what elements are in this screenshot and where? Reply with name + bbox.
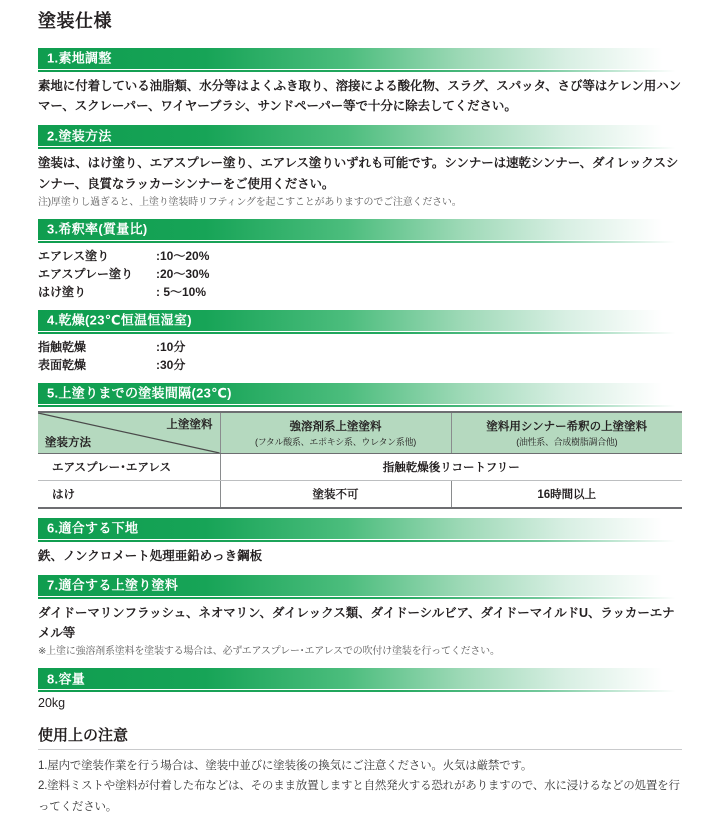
table-col-header-thinner [451, 412, 682, 454]
section-header-5-label: 5.上塗りまでの塗装間隔(23℃) [47, 385, 232, 401]
drying-row [38, 356, 682, 374]
drying-value: :30分 [156, 357, 186, 372]
section-header-6-label: 6.適合する下地 [47, 520, 139, 536]
precautions-divider [38, 749, 682, 750]
dilution-list [38, 247, 682, 301]
table-row [38, 453, 682, 480]
table-row [38, 480, 682, 508]
section-7-body: ダイドーマリンフラッシュ、ネオマリン、ダイレックス類、ダイドーシルビア、ダイドーマイルドU、ラッカーエナメル等 [38, 605, 675, 641]
table-header-row [38, 412, 682, 454]
col-header-main: 塗料用シンナー希釈の上塗塗料 [486, 420, 648, 433]
section-7-note: ※上塗に強溶剤系塗料を塗装する場合は、必ずエアスプレー･エアレスでの吹付け塗装を行ってください。 [38, 646, 500, 658]
col-header-sub: (油性系、合成樹脂調合他) [516, 436, 618, 447]
row-value-merged: 指触乾燥後リコートフリー [220, 453, 682, 480]
row-value-thinner: 16時間以上 [451, 480, 682, 508]
dilution-row [38, 283, 682, 301]
corner-bottom-label: 塗装方法 [45, 436, 91, 449]
section-header-4 [38, 310, 682, 331]
section-header-3-label: 3.希釈率(質量比) [47, 221, 148, 237]
section-2-body: 塗装は、はけ塗り、エアスプレー塗り、エアレス塗りいずれも可能です。シンナーは速乾シンナー、ダイレックスシンナー、良質なラッカーシンナーをご使用ください。 [38, 156, 679, 191]
section-header-3-rule [38, 241, 682, 243]
section-header-8 [38, 668, 682, 689]
table-col-header-strong-solvent [220, 412, 451, 454]
row-method: エアスプレー･エアレス [38, 453, 220, 480]
corner-top-label: 上塗塗料 [166, 418, 213, 431]
section-header-4-rule [38, 332, 682, 334]
section-header-1 [38, 48, 682, 69]
drying-list [38, 338, 682, 374]
section-header-1-label: 1.素地調整 [47, 50, 112, 66]
drying-term: 指触乾燥 [38, 339, 87, 354]
dilution-value: : 5～10% [156, 284, 207, 299]
section-header-7-label: 7.適合する上塗り塗料 [47, 577, 179, 593]
table-corner-cell [38, 412, 220, 454]
section-header-2-label: 2.塗装方法 [47, 128, 112, 144]
section-header-1-rule [38, 70, 682, 72]
precautions-title: 使用上の注意 [38, 727, 129, 745]
precaution-item: 2.塗料ミストや塗料が付着した布などは、そのまま放置しますと自然発火する恐れがありますので、水に浸けるなどの処置を行ってください。 [38, 780, 680, 813]
col-header-main: 強溶剤系上塗塗料 [289, 420, 382, 433]
dilution-term: エアレス塗り [38, 248, 110, 263]
drying-row [38, 338, 682, 356]
precaution-item: 1.屋内で塗装作業を行う場合は、塗装中並びに塗装後の換気にご注意ください。火気は厳禁です。 [38, 760, 533, 773]
drying-term: 表面乾燥 [38, 357, 87, 372]
section-6-body: 鉄、ノンクロメート処理亜鉛めっき鋼板 [38, 548, 263, 563]
section-header-8-label: 8.容量 [47, 671, 86, 687]
section-2-note: 注)厚塗りし過ぎると、上塗り塗装時リフティングを起こすことがありますのでご注意ください。 [38, 196, 462, 208]
section-header-4-label: 4.乾燥(23℃恒温恒湿室) [47, 312, 192, 328]
dilution-row [38, 247, 682, 265]
section-header-5-rule [38, 405, 682, 407]
section-8-body: 20kg [38, 696, 66, 711]
section-header-2-rule [38, 147, 682, 149]
section-1-body: 素地に付着している油脂類、水分等はよくふき取り、溶接による酸化物、スラグ、スパッタ、さび等はケレン用ハンマー、スクレーパー、ワイヤーブラシ、サンドペーパー等で十分に除去してください。 [38, 78, 681, 114]
section-header-8-rule [38, 690, 682, 692]
dilution-row [38, 265, 682, 283]
section-header-6-rule [38, 540, 682, 542]
section-header-5 [38, 383, 682, 404]
section-header-2 [38, 125, 682, 146]
dilution-term: エアスプレー塗り [38, 266, 134, 281]
dilution-term: はけ塗り [38, 284, 87, 299]
section-header-7 [38, 575, 682, 596]
col-header-sub: (フタル酸系、エポキシ系、ウレタン系他) [255, 436, 416, 447]
section-header-6 [38, 518, 682, 539]
page-title: 塗装仕様 [38, 11, 112, 31]
row-method: はけ [52, 488, 75, 501]
section-header-7-rule [38, 597, 682, 599]
recoat-interval-table [38, 411, 682, 509]
dilution-value: :10～20% [156, 248, 210, 263]
dilution-value: :20～30% [156, 266, 210, 281]
row-value-strong-solvent: 塗装不可 [220, 480, 451, 508]
drying-value: :10分 [156, 339, 186, 354]
section-header-3 [38, 219, 682, 240]
